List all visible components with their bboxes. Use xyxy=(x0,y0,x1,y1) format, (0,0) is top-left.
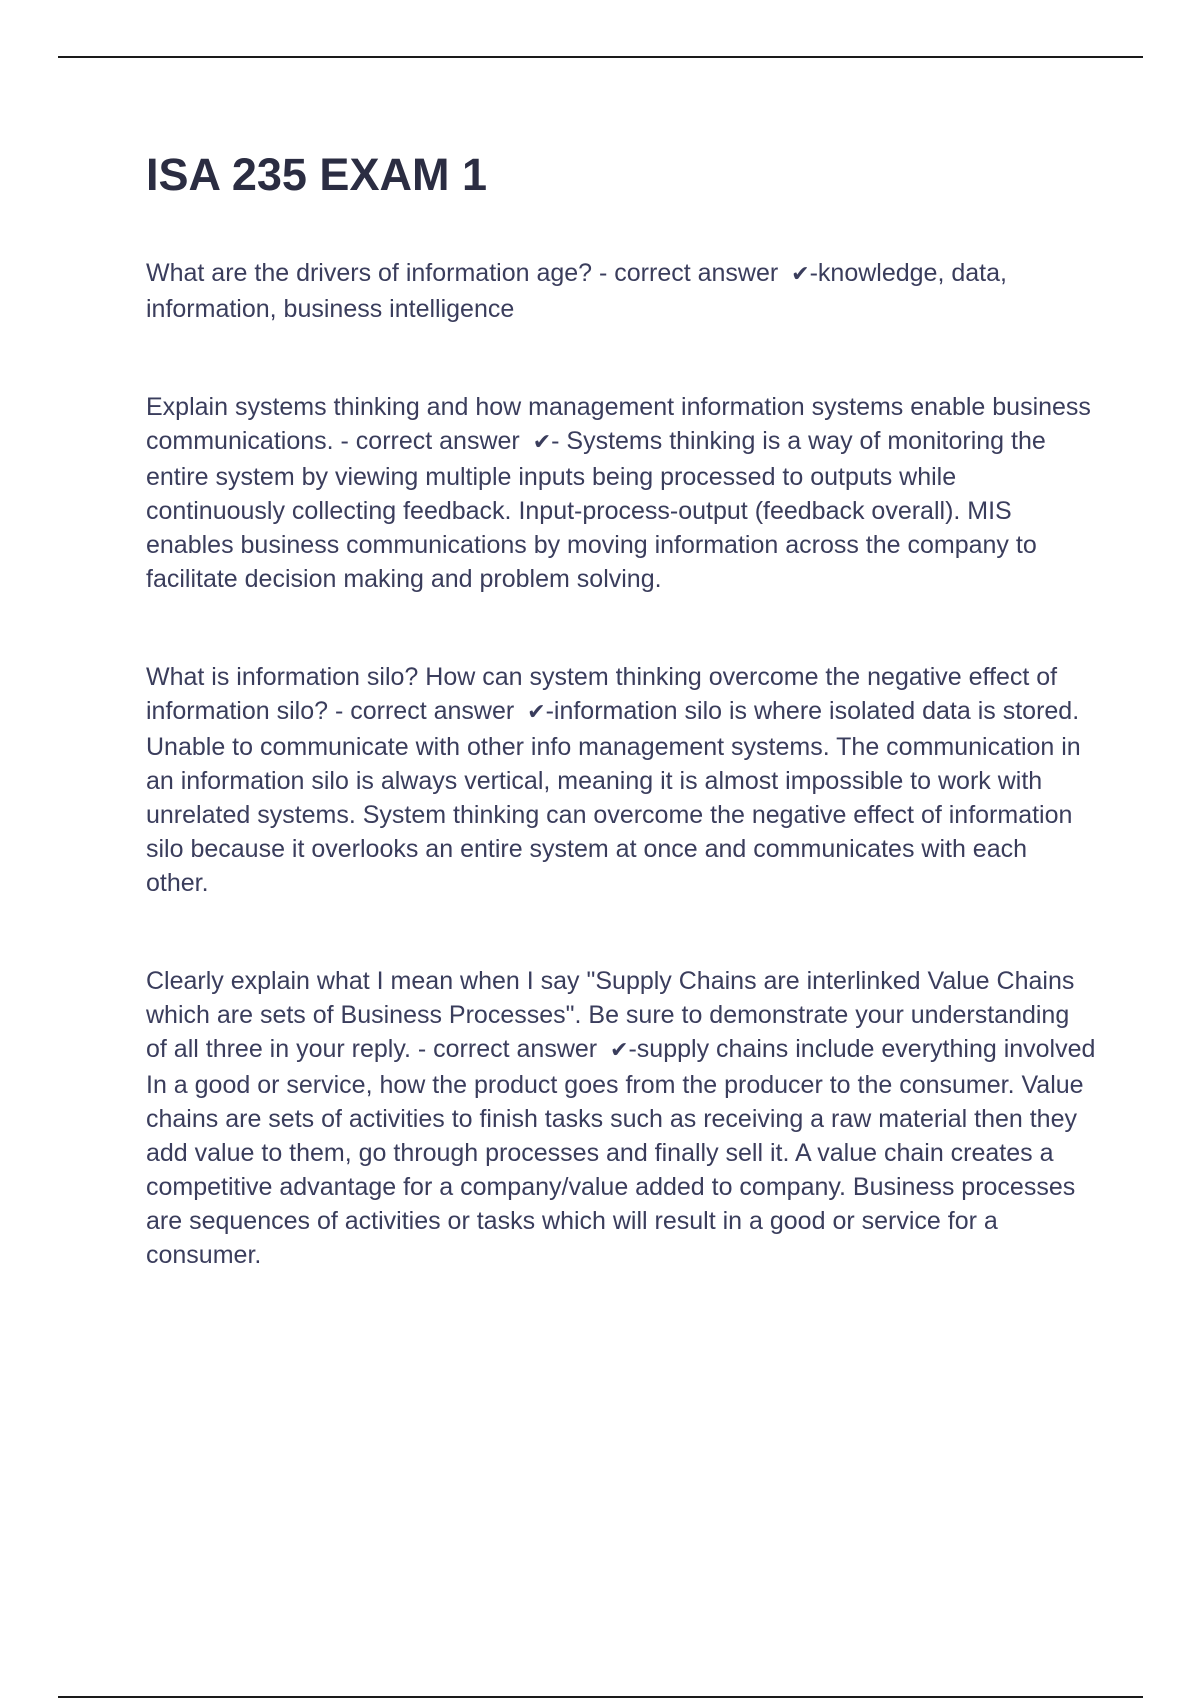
page-title: ISA 235 EXAM 1 xyxy=(146,149,487,200)
checkmark-icon: ✔ xyxy=(791,262,810,287)
top-divider xyxy=(58,56,1143,58)
answer-text: -information silo is where isolated data is stored. Unable to communicate with other info management systems. The communication in an information silo is always vertical, meaning it is almost impossible to work with unrelated systems. System thinking can overcome the negative effect of information silo because it overlooks an entire system at once and communicates with each other. xyxy=(146,697,1081,897)
answer-text: - Systems thinking is a way of monitoring the entire system by viewing multiple inputs being processed to outputs while continuously collecting feedback. Input-process-output (feedback overall). MIS enables business communications by moving information across the company to facilitate decision making and problem solving. xyxy=(146,427,1046,593)
answer-text: -supply chains include everything involved In a good or service, how the product goes from the producer to the consumer. Value chains are sets of activities to finish tasks such as receiving a raw material then they add value to them, go through processes and finally sell it. A value chain creates a competitive advantage for a company/value added to company. Business processes are sequences of activities or tasks which will result in a good or service for a consumer. xyxy=(146,1035,1096,1269)
question-text: What is information silo? How can system thinking overcome the negative effect of information silo? - correct answer xyxy=(146,663,1058,725)
document-body xyxy=(146,140,1096,1272)
question-text: Explain systems thinking and how management information systems enable business communications. - correct answer xyxy=(146,393,1091,455)
qa-entry-1 xyxy=(146,256,1096,326)
checkmark-icon: ✔ xyxy=(527,700,546,725)
bottom-divider xyxy=(58,1696,1143,1698)
qa-entry-3 xyxy=(146,660,1096,900)
question-text: Clearly explain what I mean when I say "Supply Chains are interlinked Value Chains which are sets of Business Processes". Be sure to demonstrate your understanding of all three in your reply. - correct answer xyxy=(146,967,1075,1063)
checkmark-icon: ✔ xyxy=(532,430,552,455)
qa-entry-2 xyxy=(146,390,1096,596)
answer-text: -knowledge, data, information, business intelligence xyxy=(146,259,1007,323)
qa-entry-4 xyxy=(146,964,1096,1272)
checkmark-icon: ✔ xyxy=(610,1038,629,1063)
question-text: What are the drivers of information age? - correct answer xyxy=(146,259,786,287)
